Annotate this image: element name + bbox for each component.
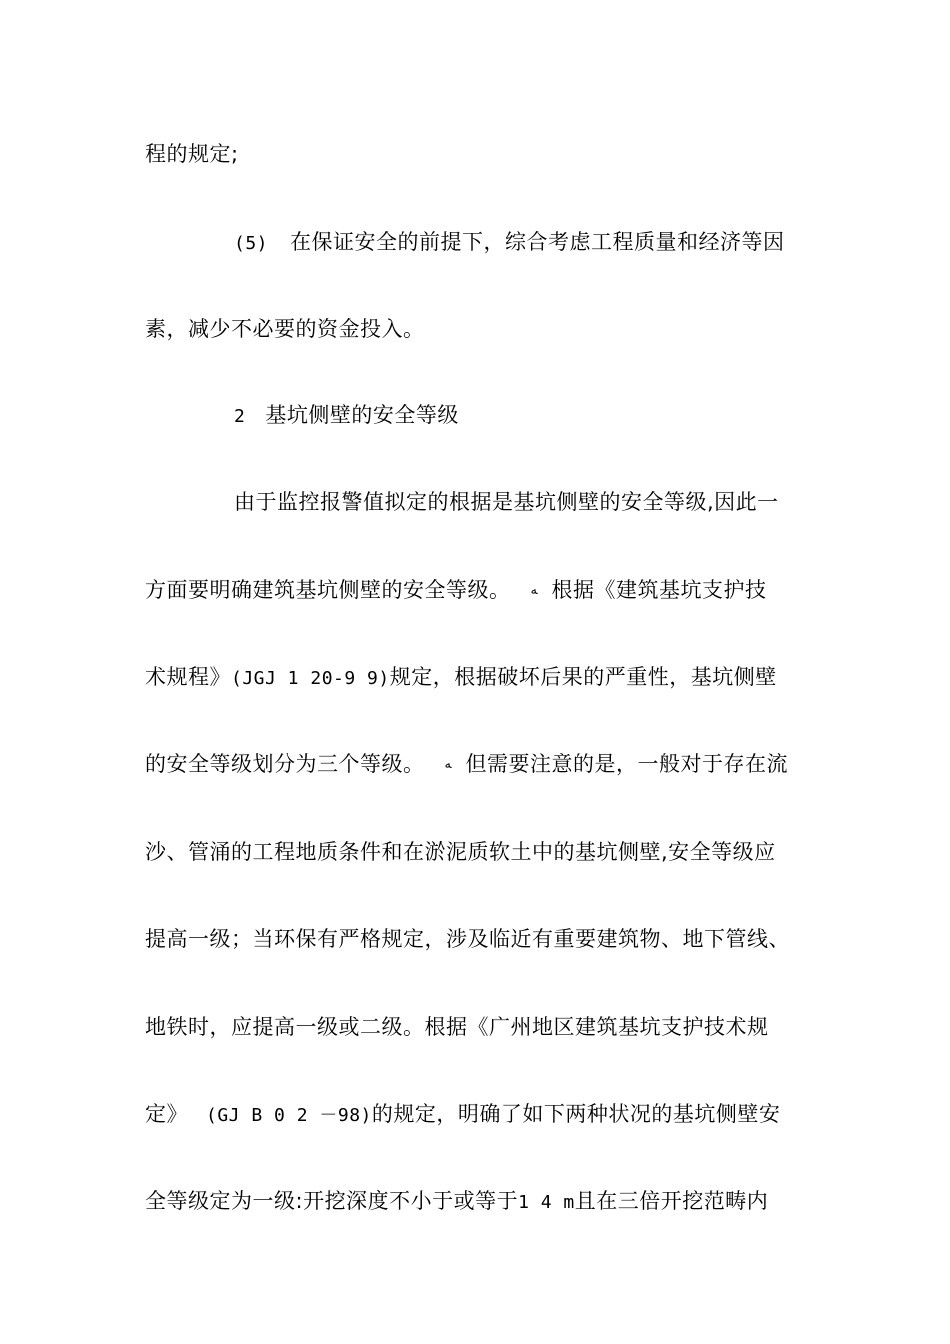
line-text: 程的规定;: [145, 142, 239, 166]
line-text: 全等级定为一级:开挖深度不小于或等于: [145, 1189, 519, 1213]
line-text: 规定，根据破坏后果的严重性，基坑侧壁: [389, 665, 777, 689]
stray-mark: ﻪ: [444, 757, 452, 772]
standard-code: (GJ B 0 2 －98): [206, 1105, 372, 1126]
line-text: 但需要注意的是，一般对于存在流: [465, 752, 788, 776]
line-text: 方面要明确建筑基坑侧壁的安全等级。: [145, 578, 511, 602]
section-heading: [234, 400, 459, 432]
text-line-13: [145, 1186, 768, 1218]
stray-mark: ﻪ: [530, 583, 538, 598]
line-text: 定》: [145, 1102, 188, 1126]
section-title: 基坑侧壁的安全等级: [265, 403, 459, 427]
line-text: 由于监控报警值拟定的根据是基坑侧壁的安全等级,因此一: [234, 490, 779, 514]
text-line-1: [145, 139, 239, 169]
list-item-5: [234, 227, 785, 259]
text-line-5: [234, 487, 779, 517]
depth-value: 1 4 m: [518, 1192, 575, 1213]
line-text: 提高一级；当环保有严格规定，涉及临近有重要建筑物、地下管线、: [145, 927, 790, 951]
text-line-3: [145, 314, 425, 344]
section-number: 2: [234, 406, 246, 427]
text-line-6: [145, 575, 766, 606]
text-line-12: [145, 1099, 780, 1131]
line-text: 的规定，明确了如下两种状况的基坑侧壁安: [371, 1102, 781, 1126]
line-text: 且在三倍开挖范畴内: [574, 1189, 769, 1213]
text-line-7: [145, 662, 777, 694]
line-text: 根据《建筑基坑支护技: [551, 578, 767, 602]
text-line-8: [145, 749, 788, 780]
line-text: 沙、管涌的工程地质条件和在淤泥质软土中的基坑侧壁,安全等级应: [145, 840, 776, 864]
text-line-9: [145, 837, 776, 867]
list-number: (5): [234, 233, 269, 254]
line-text: 术规程》: [145, 665, 231, 689]
text-line-10: [145, 924, 790, 954]
text-line-11: [145, 1012, 769, 1042]
line-text: 在保证安全的前提下，综合考虑工程质量和经济等因: [290, 230, 785, 254]
line-text: 地铁时，应提高一级或二级。根据《广州地区建筑基坑支护技术规: [145, 1015, 769, 1039]
standard-code: (JGJ 1 20-9 9): [231, 668, 390, 689]
line-text: 素，减少不必要的资金投入。: [145, 317, 425, 341]
line-text: 的安全等级划分为三个等级。: [145, 752, 425, 776]
